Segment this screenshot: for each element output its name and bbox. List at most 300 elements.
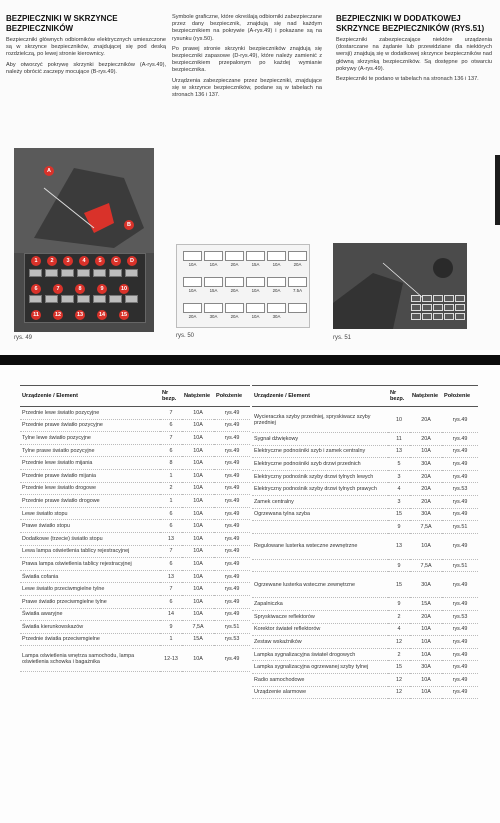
cell-rating: 10A [410, 623, 442, 636]
cell-rating: 10A [410, 686, 442, 699]
cell-position: rys.49 [214, 608, 250, 621]
cell-rating: 10A [182, 432, 214, 445]
marker-6: 6 [31, 284, 41, 294]
cell-device: Zamek centralny [252, 495, 388, 508]
marker-2: 2 [47, 256, 57, 266]
fuse-symbol-icon [225, 277, 244, 287]
section-heading-fuse-box: BEZPIECZNIKI W SKRZYNCE BEZPIECZNIKÓW [6, 14, 118, 33]
fuse-slot [109, 295, 122, 303]
fuse-slot [455, 295, 465, 302]
fuse-rating-label: 10A [209, 262, 218, 267]
cell-number: 1 [160, 469, 182, 482]
fuse-slot [77, 295, 90, 303]
fuse-slot [411, 313, 421, 320]
cell-number: 4 [388, 483, 410, 496]
cell-device: Przednie prawe światło drogowe [20, 495, 160, 508]
fuse-slot [433, 313, 443, 320]
cell-device: Światła kierunkowskazów [20, 621, 160, 634]
cell-rating: 10A [182, 646, 214, 672]
cell-rating: 10A [182, 482, 214, 495]
cell-position: rys.53 [442, 483, 478, 496]
cell-number: 9 [388, 598, 410, 611]
cell-number: 6 [160, 558, 182, 571]
paragraph: Aby otworzyć pokrywę skrzynki bezpieczników (A-rys.49), należy obrócić zaczepy mocujące (B-rys.49). [6, 61, 166, 75]
cell-device: Światła cofania [20, 570, 160, 583]
cell-position: rys.49 [214, 558, 250, 571]
cell-position: rys.49 [442, 458, 478, 471]
table-row [20, 432, 250, 445]
figure-caption: rys. 51 [333, 335, 352, 341]
cell-number: 1 [160, 633, 182, 646]
fuse-slot [433, 304, 443, 311]
fuse-symbol-icon [183, 251, 202, 261]
cell-position: rys.49 [442, 470, 478, 483]
table-header-row [252, 386, 478, 407]
cell-number: 9 [388, 559, 410, 572]
table-row [252, 686, 478, 699]
fuse-rating-label: 15A [209, 288, 218, 293]
table-row [20, 407, 250, 420]
fuse-table-page [0, 365, 500, 823]
table-row [252, 572, 478, 598]
cell-device [252, 559, 388, 572]
fuse-slot [61, 295, 74, 303]
table-row [20, 419, 250, 432]
marker-B: B [124, 220, 134, 230]
cell-number: 1 [160, 495, 182, 508]
fuse-rating-label: 10A [188, 262, 197, 267]
cell-position: rys.49 [442, 636, 478, 649]
fuse-rating-label: 10A [188, 288, 197, 293]
cell-device: Regulowane lusterka wsteczne zewnętrzne [252, 533, 388, 559]
section-heading-additional-fuse-box: BEZPIECZNIKI W DODATKOWEJ SKRZYNCE BEZPIECZNIKÓW (RYS.51) [336, 14, 485, 33]
cell-number: 15 [388, 508, 410, 521]
cell-number: 12 [388, 636, 410, 649]
cell-position: rys.49 [214, 419, 250, 432]
cell-number: 12 [388, 673, 410, 686]
marker-9: 9 [97, 284, 107, 294]
cell-rating: 10A [182, 520, 214, 533]
cell-device: Elektryczne podnośniki szyb i zamek centralny [252, 445, 388, 458]
fuse-symbol-icon [288, 277, 307, 287]
marker-7: 7 [53, 284, 63, 294]
cell-number: 15 [388, 661, 410, 674]
marker-10: 10 [120, 286, 128, 292]
cell-number: 13 [160, 532, 182, 545]
cell-device: Zapalniczka [252, 598, 388, 611]
marker-5: 5 [95, 256, 105, 266]
cell-position: rys.49 [442, 686, 478, 699]
table-row [252, 445, 478, 458]
fuse-slot [125, 295, 138, 303]
cell-rating: 10A [182, 457, 214, 470]
cell-number: 13 [160, 570, 182, 583]
table-row [252, 458, 478, 471]
cell-position: rys.49 [214, 482, 250, 495]
manual-page-top [0, 0, 500, 355]
cell-position: rys.49 [442, 598, 478, 611]
paragraph: Symbole graficzne, które określają odbiorniki zabezpieczane przez dany bezpiecznik, znajdują się nad każdym bezpiecznikiem na pokrywie (A-rys.49) i pokazane są na rysunku (rys.50). [172, 14, 322, 42]
table-row [252, 483, 478, 496]
fuse-rating-label: 20A [230, 288, 239, 293]
table-row [20, 495, 250, 508]
cell-position: rys.49 [442, 495, 478, 508]
fuse-slot [29, 269, 42, 277]
fuse-rating-label: 20A [272, 288, 281, 293]
cell-rating: 7,5A [182, 621, 214, 634]
cell-number: 9 [388, 521, 410, 534]
cell-device: Przednie światła przeciwmgielne [20, 633, 160, 646]
cell-device: Korektor świateł reflektorów [252, 623, 388, 636]
cell-position: rys.49 [442, 673, 478, 686]
cell-position: rys.49 [214, 520, 250, 533]
table-row [252, 610, 478, 623]
fuse-slot [109, 269, 122, 277]
cell-rating: 10A [182, 444, 214, 457]
cell-position: rys.49 [442, 445, 478, 458]
cell-position: rys.49 [214, 507, 250, 520]
figure-51-additional-fuse-box-photo [333, 243, 467, 329]
fuse-slot [45, 269, 58, 277]
cell-device: Prawe światło przeciwmgielne tylne [20, 595, 160, 608]
cell-rating: 20A [410, 495, 442, 508]
cell-rating: 10A [182, 570, 214, 583]
fuse-symbol-icon [204, 303, 223, 313]
marker-3: 3 [63, 256, 73, 266]
cell-position: rys.53 [214, 633, 250, 646]
cell-number: 9 [160, 621, 182, 634]
table-row [20, 469, 250, 482]
cell-device: Ogrzewana tylna szyba [252, 508, 388, 521]
header-device: Urządzenie / Element [252, 386, 388, 407]
cell-device: Ogrzewane lusterka wsteczne zewnętrzne [252, 572, 388, 598]
fuse-slot [433, 295, 443, 302]
cell-device: Sygnał dźwiękowy [252, 433, 388, 446]
cell-number: 6 [160, 507, 182, 520]
figure-caption: rys. 50 [176, 333, 195, 339]
cell-rating: 10A [410, 673, 442, 686]
figure-caption: rys. 49 [14, 335, 33, 341]
cell-device: Prawa lampa oświetlenia tablicy rejestracyjnej [20, 558, 160, 571]
fuse-rating-label: 20A [188, 314, 197, 319]
cell-device: Lampa oświetlenia wnętrza samochodu, lampa oświetlenia schowka i bagażnika [20, 646, 160, 672]
table-row [20, 595, 250, 608]
marker-A: A [44, 166, 54, 176]
fuse-rating-label: 20A [230, 262, 239, 267]
fuse-symbol-icon [288, 303, 307, 313]
fuse-symbol-icon [225, 251, 244, 261]
cell-number: 2 [160, 482, 182, 495]
cell-number: 6 [160, 444, 182, 457]
page-divider [0, 355, 500, 365]
cell-rating: 10A [182, 583, 214, 596]
cell-position: rys.49 [214, 495, 250, 508]
cell-rating: 20A [410, 610, 442, 623]
cell-device: Przednie prawe światło pozycyjne [20, 419, 160, 432]
header-position: Położenie [214, 386, 250, 407]
paragraph: Po prawej stronie skrzynki bezpieczników znajdują się bezpieczniki zapasowe (D-rys.49), które należy zamienić z bezpiecznikiem przepalonym po każdej wymianie bezpiecznika. [172, 45, 322, 74]
cell-number: 2 [388, 648, 410, 661]
table-row [252, 495, 478, 508]
cell-device: Urządzenie alarmowe [252, 686, 388, 699]
cell-number: 3 [388, 495, 410, 508]
paragraph: Bezpieczniki zabezpieczające niektóre urządzenia (dostarczane na żądanie lub przewidziane dla niektórych wersji) znajdują się w dodatkowej skrzynce bezpieczników nad główną skrzynką bezpieczników. Są dostępne po otwarciu pokrywy (A-rys.49). [336, 37, 492, 72]
fuse-slot [444, 304, 454, 311]
cell-rating: 10A [182, 558, 214, 571]
table-row [20, 507, 250, 520]
paragraph: Bezpieczniki te podano w tabelach na stronach 136 i 137. [336, 76, 479, 83]
fuse-slot [444, 295, 454, 302]
fuse-rating-label: 20A [293, 262, 302, 267]
cell-position: rys.49 [214, 583, 250, 596]
cell-device: Lewe światło stopu [20, 507, 160, 520]
fuse-slot [422, 304, 432, 311]
cell-number: 11 [388, 433, 410, 446]
figure-50-fuse-symbols [176, 244, 310, 328]
fuse-symbol-icon [183, 303, 202, 313]
cell-rating: 30A [410, 508, 442, 521]
cell-device: Spryskiwacze reflektorów [252, 610, 388, 623]
cell-position: rys.49 [442, 648, 478, 661]
fuse-slot [61, 269, 74, 277]
header-position: Położenie [442, 386, 478, 407]
cell-rating: 10A [182, 419, 214, 432]
fuse-rating-label: 10A [251, 314, 260, 319]
fuse-symbol-icon [246, 251, 265, 261]
table-row [20, 520, 250, 533]
table-row [252, 648, 478, 661]
cell-position: rys.49 [214, 570, 250, 583]
table-row [252, 636, 478, 649]
cell-rating: 30A [410, 572, 442, 598]
cell-position: rys.49 [214, 469, 250, 482]
paragraph: Urządzenia zabezpieczane przez bezpieczniki, znajdujące się w skrzynce bezpieczników, podane są w tabelach na stronach 136 i 137. [172, 77, 322, 99]
marker-4: 4 [79, 256, 89, 266]
cell-device: Elektryczny podnośnik szyby drzwi tylnych lewych [252, 470, 388, 483]
cell-rating: 30A [410, 458, 442, 471]
table-row [20, 621, 250, 634]
header-rating: Natężenie [182, 386, 214, 407]
table-row [252, 661, 478, 674]
cell-position: rys.49 [214, 432, 250, 445]
cell-number: 12-13 [160, 646, 182, 672]
table-row [20, 545, 250, 558]
marker-11: 11 [31, 310, 41, 320]
cell-device [252, 521, 388, 534]
cell-number: 7 [160, 545, 182, 558]
table-row [252, 559, 478, 572]
marker-D: D [127, 256, 137, 266]
fuse-slot [93, 269, 106, 277]
cell-device: Przednie lewe światło pozycyjne [20, 407, 160, 420]
cell-position: rys.49 [442, 508, 478, 521]
fuse-slot [29, 295, 42, 303]
table-row [252, 407, 478, 433]
fuse-slot [455, 313, 465, 320]
cell-number: 8 [160, 457, 182, 470]
header-rating: Natężenie [410, 386, 442, 407]
cell-position: rys.51 [442, 521, 478, 534]
cell-device: Światła awaryjne [20, 608, 160, 621]
cell-rating: 15A [410, 598, 442, 611]
fuse-slot [77, 269, 90, 277]
fuse-symbol-icon [246, 277, 265, 287]
cell-position: rys.49 [214, 444, 250, 457]
cell-number: 6 [160, 419, 182, 432]
cell-device: Lewe światło przeciwmgielne tylne [20, 583, 160, 596]
cell-position: rys.49 [442, 661, 478, 674]
cell-device: Elektryczny podnośnik szyby drzwi tylnych prawych [252, 483, 388, 496]
cell-position: rys.49 [214, 407, 250, 420]
table-row [20, 444, 250, 457]
header-number: Nr bezp. [388, 386, 410, 407]
table-row [20, 570, 250, 583]
cell-rating: 20A [410, 407, 442, 433]
cell-device: Przednie lewe światło mijania [20, 457, 160, 470]
dashboard-drawing [14, 148, 154, 253]
cell-device: Tylne lewe światło pozycyjne [20, 432, 160, 445]
fuse-slot [411, 295, 421, 302]
fuse-rating-label: 10A [251, 288, 260, 293]
cell-device: Zestaw wskaźników [252, 636, 388, 649]
cell-rating: 10A [410, 533, 442, 559]
table-row [252, 508, 478, 521]
fuse-rating-label: 30A [272, 314, 281, 319]
cell-number: 12 [388, 686, 410, 699]
cell-device: Przednie prawe światło mijania [20, 469, 160, 482]
cell-number: 2 [388, 610, 410, 623]
table-row [20, 558, 250, 571]
cell-device: Lampka sygnalizacyjna świateł drogowych [252, 648, 388, 661]
fuse-symbol-icon [288, 251, 307, 261]
cell-device: Przednie lewe światło drogowe [20, 482, 160, 495]
fuse-slot [125, 269, 138, 277]
fuse-rating-label: 15A [251, 262, 260, 267]
cell-rating: 20A [410, 470, 442, 483]
fuse-slot [422, 295, 432, 302]
fuse-rating-label: 30A [209, 314, 218, 319]
cell-position: rys.49 [214, 545, 250, 558]
cell-number: 7 [160, 583, 182, 596]
cell-number: 14 [160, 608, 182, 621]
table-row [20, 608, 250, 621]
table-row [252, 533, 478, 559]
cell-rating: 10A [182, 407, 214, 420]
cell-device: Wycieraczka szyby przedniej, spryskiwacz szyby przedniej [252, 407, 388, 433]
cell-rating: 10A [182, 507, 214, 520]
marker-15: 15 [120, 312, 128, 318]
cell-position: rys.49 [214, 457, 250, 470]
cell-position: rys.49 [442, 572, 478, 598]
cell-number: 7 [160, 407, 182, 420]
cell-rating: 20A [410, 483, 442, 496]
table-row [20, 583, 250, 596]
header-number: Nr bezp. [160, 386, 182, 407]
text-column-2 [172, 14, 322, 102]
table-row [20, 457, 250, 470]
cell-device: Elektryczne podnośniki szyb drzwi przednich [252, 458, 388, 471]
cell-rating: 15A [182, 633, 214, 646]
cell-number: 5 [388, 458, 410, 471]
cell-device: Tylne prawe światło pozycyjne [20, 444, 160, 457]
fuse-symbol-icon [225, 303, 244, 313]
fuse-slot [455, 304, 465, 311]
table-row [252, 623, 478, 636]
fuse-slot [411, 304, 421, 311]
fuse-box-layout [24, 253, 146, 323]
cell-rating: 10A [182, 545, 214, 558]
header-device: Urządzenie / Element [20, 386, 160, 407]
fuse-symbol-icon [246, 303, 265, 313]
fuse-table-left [20, 385, 250, 672]
marker-8: 8 [75, 284, 85, 294]
cell-number: 6 [160, 595, 182, 608]
fuse-rating-label: 10A [272, 262, 281, 267]
table-row [252, 598, 478, 611]
fuse-rating-label: 20A [230, 314, 239, 319]
fuse-slot [444, 313, 454, 320]
cell-position: rys.49 [214, 532, 250, 545]
cell-position: rys.49 [214, 646, 250, 672]
cell-rating: 10A [410, 636, 442, 649]
fuse-slot [45, 295, 58, 303]
text-column-1 [6, 14, 166, 79]
table-row [20, 482, 250, 495]
cell-position: rys.51 [442, 559, 478, 572]
fuse-slot [93, 295, 106, 303]
cell-rating: 10A [182, 608, 214, 621]
fuse-symbol-icon [267, 277, 286, 287]
fuse-rating-label: 7.5A [292, 288, 303, 293]
cell-position: rys.51 [214, 621, 250, 634]
cell-device: Prawe światło stopu [20, 520, 160, 533]
cell-number: 3 [388, 470, 410, 483]
cell-position: rys.49 [442, 433, 478, 446]
cell-device: Dodatkowe (trzecie) światło stopu [20, 532, 160, 545]
cell-rating: 10A [182, 595, 214, 608]
cell-number: 13 [388, 533, 410, 559]
cell-position: rys.49 [442, 407, 478, 433]
fuse-symbol-icon [183, 277, 202, 287]
cell-rating: 7,5A [410, 521, 442, 534]
page-edge-tab [495, 155, 500, 225]
marker-13: 13 [76, 312, 84, 318]
cell-rating: 20A [410, 433, 442, 446]
marker-1: 1 [31, 256, 41, 266]
cell-number: 6 [160, 520, 182, 533]
table-header-row [20, 386, 250, 407]
table-row [252, 470, 478, 483]
cell-rating: 10A [182, 469, 214, 482]
figure-49-fuse-box-photo [14, 148, 154, 332]
table-row [252, 521, 478, 534]
marker-14: 14 [98, 312, 106, 318]
cell-position: rys.49 [214, 595, 250, 608]
fuse-symbol-icon [204, 251, 223, 261]
cell-position: rys.49 [442, 533, 478, 559]
fuse-table-right [252, 385, 478, 699]
cell-position: rys.49 [442, 623, 478, 636]
cell-number: 4 [388, 623, 410, 636]
cell-device: Radio samochodowe [252, 673, 388, 686]
cell-rating: 10A [410, 445, 442, 458]
fuse-symbol-icon [267, 251, 286, 261]
fuse-symbol-icon [204, 277, 223, 287]
table-row [252, 433, 478, 446]
text-column-3 [336, 14, 492, 86]
cell-device: Lampka sygnalizacyjna ogrzewanej szyby tylnej [252, 661, 388, 674]
table-row [20, 646, 250, 672]
